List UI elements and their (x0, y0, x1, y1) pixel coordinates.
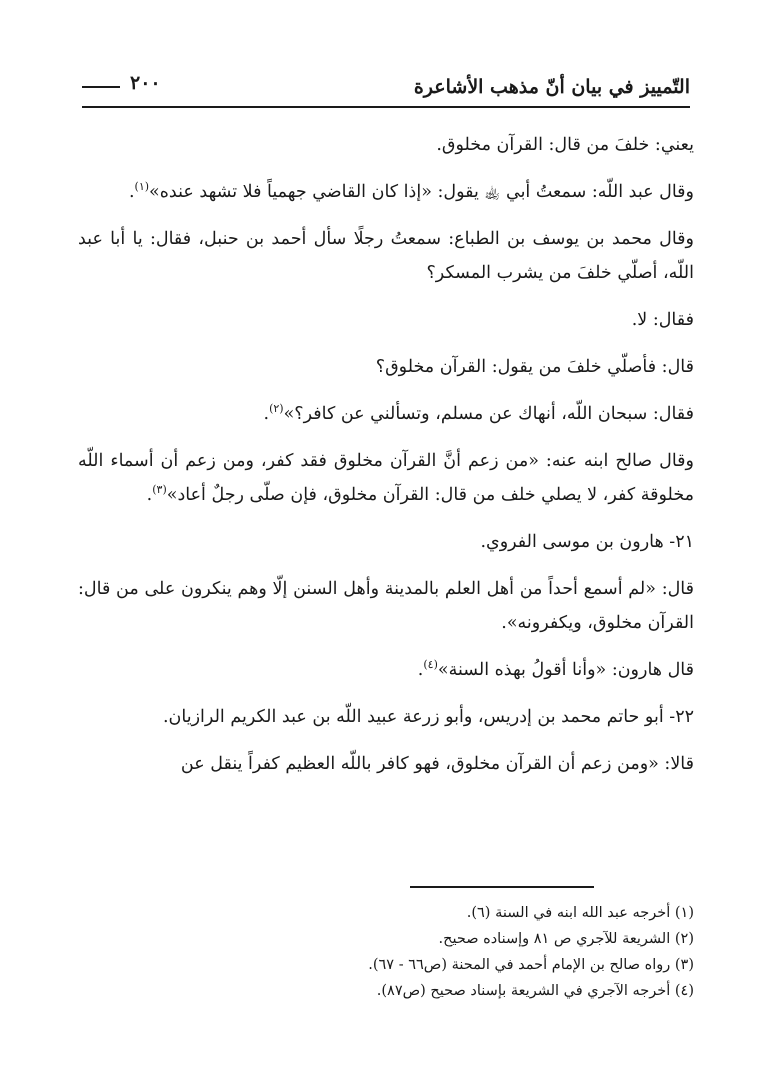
paragraph: ٢١- هارون بن موسى الفروي. (480, 532, 694, 552)
footnotes (78, 900, 694, 1004)
body-text (78, 128, 694, 794)
paragraph: فقال: سبحان اللّه، أنهاك عن مسلم، وتسألني عن كافر؟»$^{(٢)}$. (263, 402, 694, 424)
footnote: (٣) رواه صالح بن الإمام أحمد في المحنة (ص٦٦ - ٦٧). (368, 957, 694, 973)
paragraph: قالا: «ومن زعم أن القرآن مخلوق، فهو كافر باللّه العظيم كفراً ينقل عن (180, 754, 694, 774)
footnote-ref: (٣) (152, 483, 167, 497)
paragraph: ٢٢- أبو حاتم محمد بن إدريس، وأبو زرعة عبيد اللّه بن عبد الكريم الرازيان. (162, 707, 694, 727)
paragraph: وقال صالح ابنه عنه: «من زعم أنَّ القرآن مخلوق فقد كفر، ومن زعم أن أسماء اللّه مخلوقة كفر، لا يصلي خلف من قال: القرآن مخلوق، فإن صلّى رجلٌ أعاد»$^{(٣)}$. (78, 451, 694, 505)
paragraph: وقال عبد اللّه: سمعتُ أبي ﵀ يقول: «إذا كان القاضي جهمياً فلا تشهد عنده»$^{(١)}$. (128, 180, 694, 202)
paragraph: يعني: خلفَ من قال: القرآن مخلوق. (436, 135, 694, 155)
running-title: التّمييز في بيان أنّ مذهب الأشاعرة (413, 76, 690, 98)
footnote: (١) أخرجه عبد الله ابنه في السنة (٦). (466, 905, 694, 921)
paragraph: قال: فأصلّي خلفَ من يقول: القرآن مخلوق؟ (375, 357, 694, 377)
paragraph: فقال: لا. (631, 310, 694, 330)
paragraph: قال هارون: «وأنا أقولُ بهذه السنة»$^{(٤)}$. (417, 658, 694, 680)
page-number: ٢٠٠ (130, 72, 161, 94)
footnote-separator (410, 886, 594, 888)
footnote-ref: (١) (134, 180, 150, 194)
footnote: (٢) الشريعة للآجري ص ٨١ وإسناده صحيح. (438, 931, 694, 947)
footnote: (٤) أخرجه الآجري في الشريعة بإسناد صحيح (ص٨٧). (376, 983, 694, 999)
footnote-ref: (٤) (423, 658, 438, 672)
running-header (82, 72, 690, 112)
paragraph: وقال محمد بن يوسف بن الطباع: سمعتُ رجلًا سأل أحمد بن حنبل، فقال: يا أبا عبد اللّه، أصلّي خلفَ من يشرب المسكر؟ (78, 229, 694, 283)
footnote-ref: (٢) (269, 402, 284, 416)
paragraph: قال: «لم أسمع أحداً من أهل العلم بالمدينة وأهل السنن إلّا وهم ينكرون على من قال: القرآن مخلوق، ويكفرونه». (78, 579, 694, 633)
header-rule (82, 106, 690, 108)
page-number-dash (82, 86, 120, 88)
